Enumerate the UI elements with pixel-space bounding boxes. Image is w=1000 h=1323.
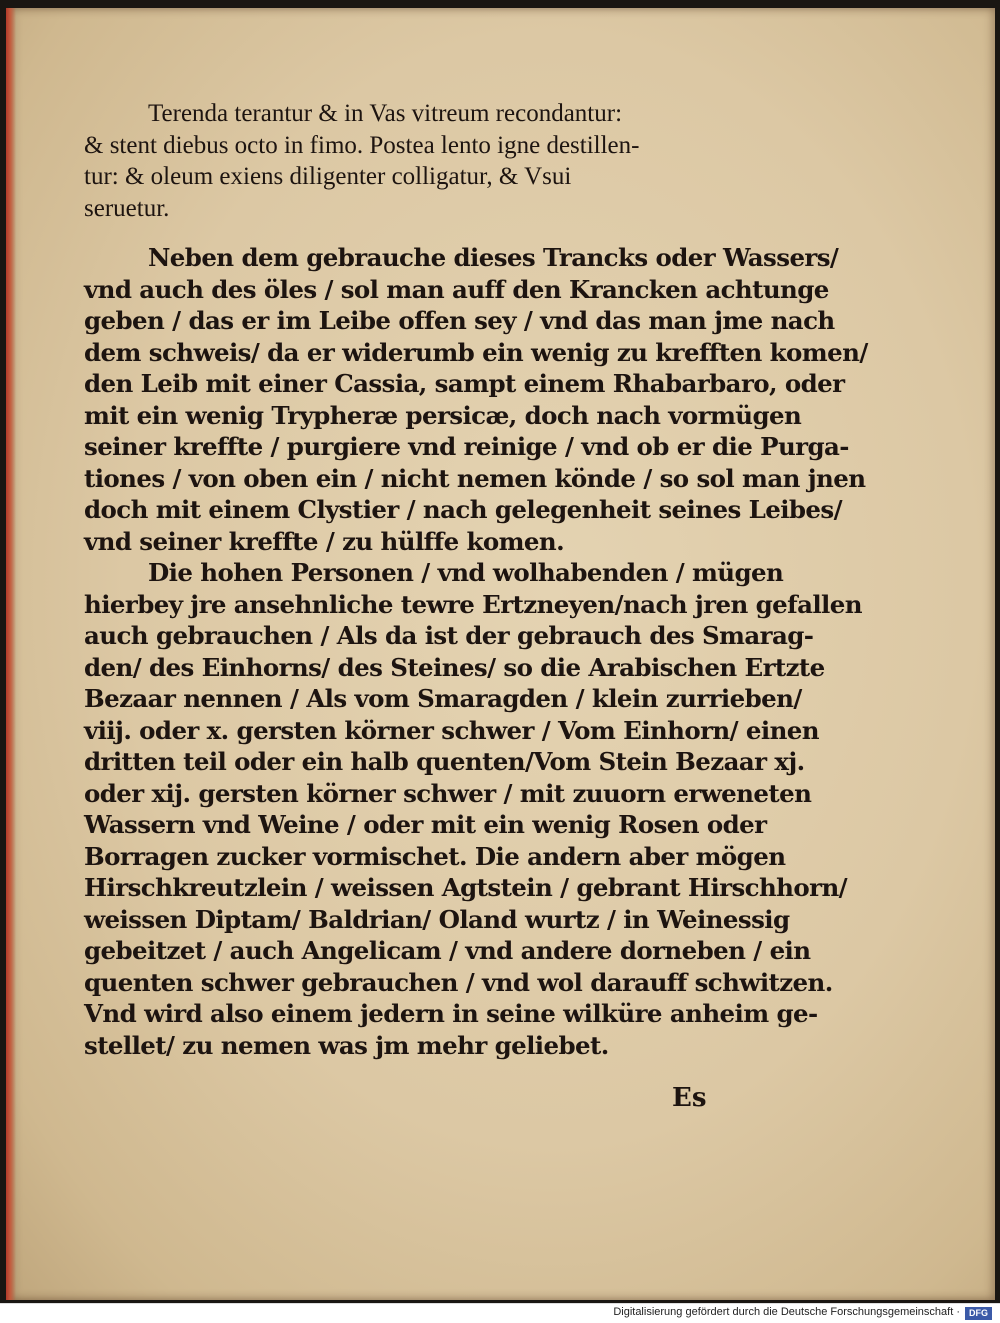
text-line: tiones / von oben ein / nicht nemen könde / so sol man jnen [84,463,866,493]
catchword: Es [672,1083,707,1113]
text-line: oder xij. gersten körner schwer / mit zuuorn erweneten [84,778,812,808]
text-line: seruetur. [84,194,170,222]
text-line: vnd auch des öles / sol man auff den Krancken achtunge [84,274,829,304]
text-line: quenten schwer gebrauchen / vnd wol darauff schwitzen. [84,967,833,997]
page-edge [6,8,16,1300]
text-line: vnd seiner kreffte / zu hülffe komen. [84,526,565,556]
text-line: auch gebrauchen / Als da ist der gebrauch des Smarag- [84,621,814,650]
latin-recipe-block [84,98,744,224]
dfg-logo-icon: DFG [965,1307,992,1320]
text-line: doch mit einem Clystier / nach gelegenheit seines Leibes/ [84,495,842,524]
text-line: Die hohen Personen / vnd wolhabenden / mügen [148,558,784,587]
footer-credit: Digitalisierung gefördert durch die Deutsche Forschungsgemeinschaft · [613,1306,960,1318]
footer-bar [0,1303,1000,1323]
text-line: den Leib mit einer Cassia, sampt einem Rhabarbaro, oder [84,369,845,398]
text-line: weissen Diptam/ Baldrian/ Oland wurtz / in Weinessig [84,904,790,934]
text-line: Bezaar nennen / Als vom Smaragden / klein zurrieben/ [84,684,802,713]
text-line: stellet/ zu nemen was jm mehr geliebet. [84,1030,609,1060]
text-line: Wassern vnd Weine / oder mit ein wenig Rosen oder [84,810,767,839]
text-line: Hirschkreutzlein / weissen Agtstein / gebrant Hirschhorn/ [84,873,848,902]
text-line: gebeitzet / auch Angelicam / vnd andere dorneben / ein [84,936,811,965]
text-line: tur: & oleum exiens diligenter colligatur, & Vsui [84,163,572,190]
text-line: dritten teil oder ein halb quenten/Vom Stein Bezaar xj. [84,747,805,776]
text-line: viij. oder x. gersten körner schwer / Vom Einhorn/ einen [84,715,819,745]
paragraph-2 [84,557,862,1061]
text-line: Borragen zucker vormischet. Die andern aber mögen [84,841,786,871]
text-line: den/ des Einhorns/ des Steines/ so die Arabischen Ertzte [84,652,825,682]
text-line: & stent diebus octo in fimo. Postea lento igne destillen- [84,131,640,159]
text-line: dem schweis/ da er widerumb ein wenig zu krefften komen/ [84,337,868,367]
text-line: seiner kreffte / purgiere vnd reinige / vnd ob er die Purga- [84,432,849,461]
page-text [84,98,868,1061]
text-line: mit ein wenig Trypheræ persicæ, doch nach vormügen [84,400,802,430]
text-line: Vnd wird also einem jedern in seine wilküre anheim ge- [84,999,818,1028]
text-line: hierbey jre ansehnliche tewre Ertzneyen/nach jren gefallen [84,589,862,619]
text-line: Terenda terantur & in Vas vitreum recondantur: [148,100,623,127]
text-line: Neben dem gebrauche dieses Trancks oder Wassers/ [148,243,839,272]
text-line: geben / das er im Leibe offen sey / vnd das man jme nach [84,306,835,335]
paragraph-1 [84,242,868,557]
